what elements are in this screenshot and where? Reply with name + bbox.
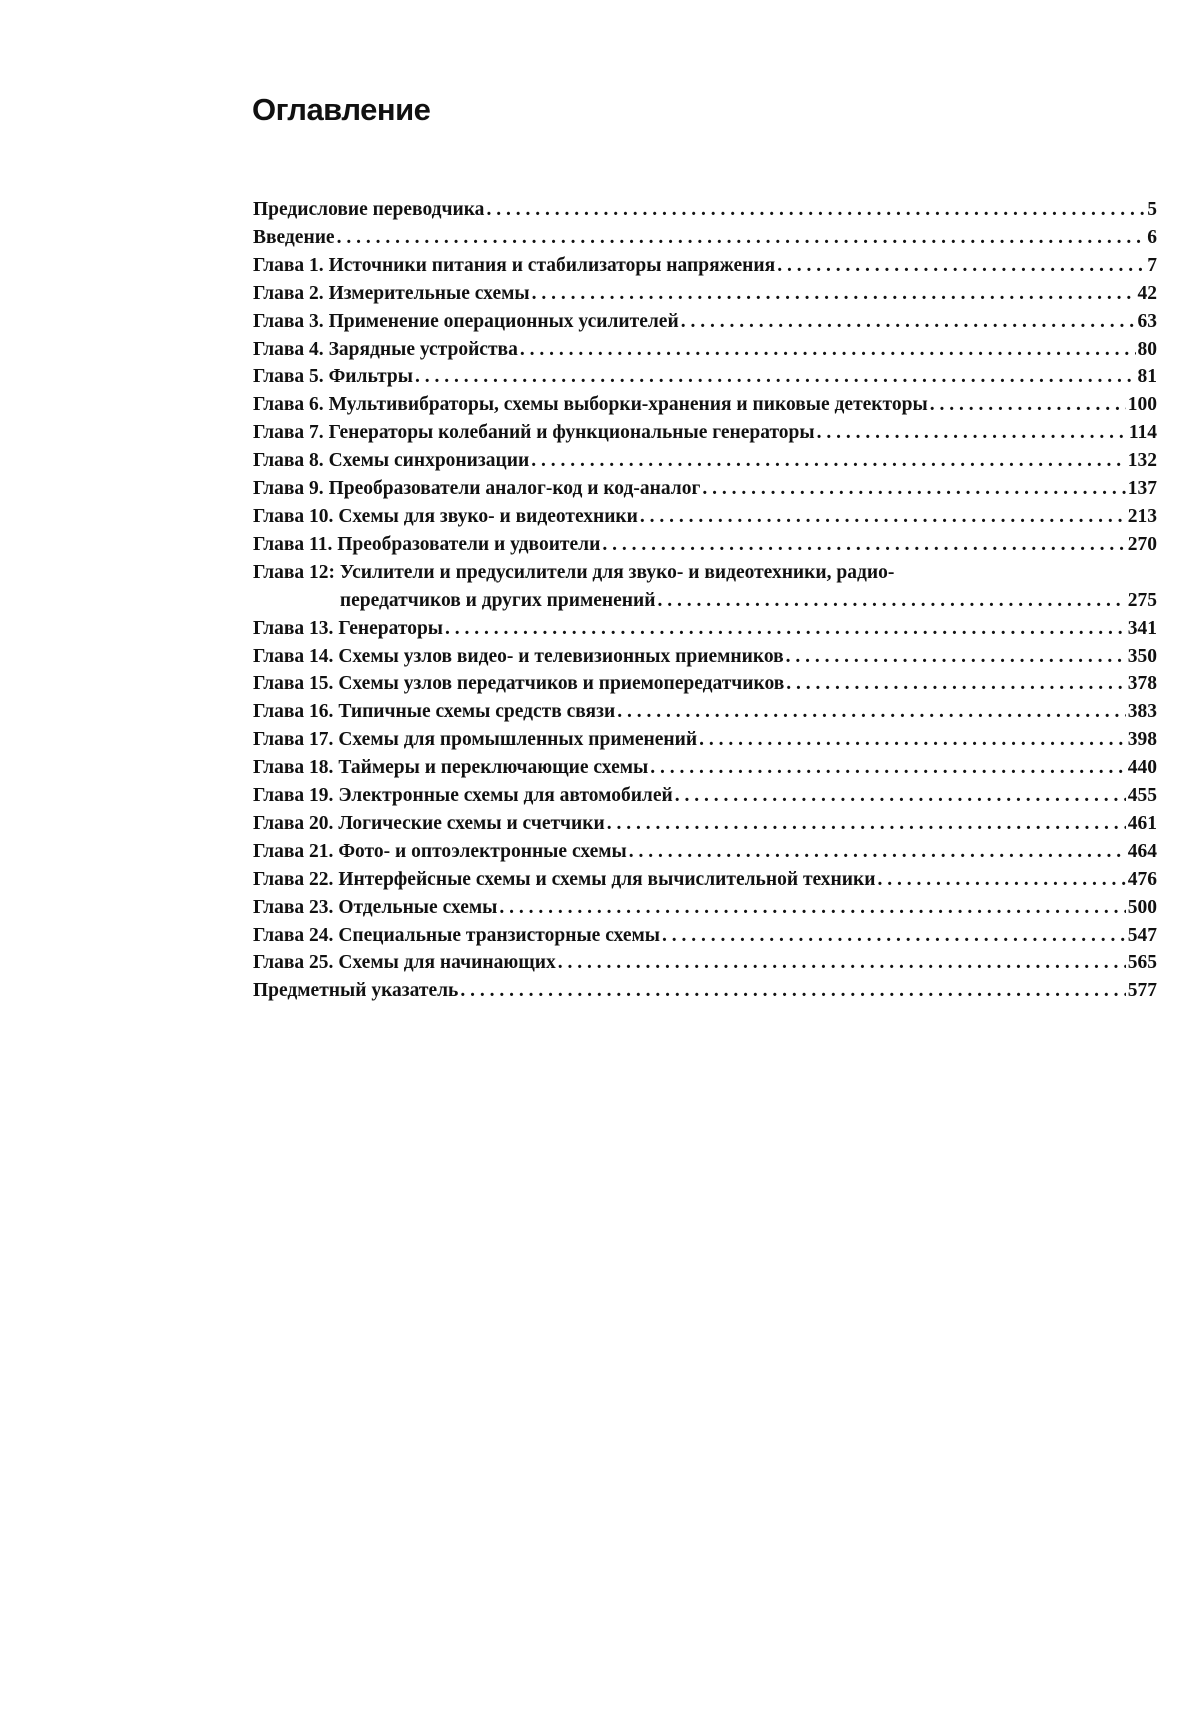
toc-entry-title: Типичные схемы средств связи	[338, 701, 616, 723]
toc-entry-title: Зарядные устройства	[328, 338, 518, 360]
toc-entry-line	[253, 196, 1157, 224]
toc-entry	[253, 336, 1157, 364]
toc-entry-title: Источники питания и стабилизаторы напряжения	[328, 254, 776, 276]
toc-entry	[253, 475, 1157, 503]
toc-entry	[253, 698, 1157, 726]
toc-leader-dots	[817, 419, 1127, 447]
toc-entry	[253, 280, 1157, 308]
toc-entry-body	[338, 670, 1157, 698]
toc-page-number: 137	[1127, 478, 1157, 500]
toc-chapter-label: Глава 22.	[253, 868, 339, 890]
toc-entry-title: Применение операционных усилителей	[328, 310, 679, 332]
toc-page-number: 114	[1128, 422, 1157, 444]
toc-page-number: 80	[1137, 338, 1157, 360]
toc-entry-title: Электронные схемы для автомобилей	[338, 785, 673, 807]
toc-entry-title: Специальные транзисторные схемы	[338, 924, 661, 946]
toc-entry	[253, 726, 1157, 754]
toc-entry-title: Схемы узлов видео- и телевизионных приемников	[338, 645, 784, 667]
toc-entry-body	[338, 503, 1157, 531]
toc-page-number: 455	[1127, 785, 1157, 807]
toc-leader-dots	[460, 977, 1125, 1005]
toc-entry-body	[338, 643, 1157, 671]
toc-entry-line	[329, 475, 1157, 503]
toc-entry-body	[340, 559, 1157, 615]
toc-entry-title: Усилители и предусилители для звуко- и видеотехники, радио-	[339, 561, 895, 583]
table-of-contents	[253, 196, 1157, 1005]
toc-chapter-label: Глава 7.	[253, 422, 329, 444]
toc-entry-body	[338, 922, 1157, 950]
toc-entry-body	[329, 252, 1157, 280]
toc-page-number: 275	[1127, 589, 1157, 611]
toc-page-number: 476	[1127, 868, 1157, 890]
toc-entry-body	[338, 782, 1157, 810]
toc-entry-body	[253, 224, 1157, 252]
toc-page-number: 464	[1127, 840, 1157, 862]
toc-entry-body	[329, 280, 1157, 308]
toc-chapter-label: Глава 4.	[253, 338, 329, 360]
toc-chapter-label: Глава 9.	[253, 478, 329, 500]
toc-entry-line	[329, 336, 1157, 364]
toc-entry	[253, 838, 1157, 866]
toc-entry	[253, 922, 1157, 950]
toc-chapter-label: Глава 18.	[253, 757, 339, 779]
toc-page-number: 440	[1127, 757, 1157, 779]
toc-leader-dots	[558, 949, 1126, 977]
toc-chapter-label: Глава 1.	[253, 254, 329, 276]
toc-chapter-label: Глава 17.	[253, 729, 339, 751]
toc-entry-body	[338, 810, 1157, 838]
toc-entry-body	[329, 308, 1157, 336]
toc-chapter-label: Глава 20.	[253, 812, 339, 834]
toc-chapter-label: Глава 8.	[253, 450, 329, 472]
toc-chapter-label: Глава 19.	[253, 785, 339, 807]
toc-entry-line	[329, 280, 1157, 308]
toc-entry	[253, 419, 1157, 447]
toc-entry-line	[338, 894, 1157, 922]
toc-entry-title: Преобразователи и удвоители	[337, 533, 601, 555]
toc-leader-dots	[337, 224, 1146, 252]
toc-entry-title: Предисловие переводчика	[253, 199, 485, 220]
toc-entry-body	[329, 447, 1157, 475]
toc-entry-title: Схемы для звуко- и видеотехники	[338, 505, 638, 527]
toc-chapter-label: Глава 6.	[253, 394, 329, 416]
toc-entry-body	[338, 949, 1157, 977]
toc-entry-body	[338, 726, 1157, 754]
toc-entry-title: Интерфейсные схемы и схемы для вычислительной техники	[338, 868, 876, 890]
toc-entry-body	[338, 754, 1157, 782]
toc-page-number: 81	[1137, 366, 1157, 388]
toc-entry-title: Мультивибраторы, схемы выборки-хранения и пиковые детекторы	[328, 394, 928, 416]
toc-entry-title: Введение	[253, 226, 335, 248]
toc-entry-line	[338, 698, 1157, 726]
toc-entry-line	[338, 782, 1157, 810]
toc-entry	[253, 615, 1157, 643]
toc-entry-line	[329, 363, 1157, 391]
toc-page-number: 350	[1127, 645, 1157, 667]
toc-page-number: 500	[1127, 896, 1157, 918]
toc-chapter-label: Глава 5.	[253, 366, 329, 388]
toc-entry-line	[338, 670, 1157, 698]
toc-entry-line	[340, 587, 1157, 615]
toc-entry-title: Схемы узлов передатчиков и приемопередатчиков	[338, 673, 785, 695]
toc-entry-title: Отдельные схемы	[338, 896, 498, 918]
toc-entry-body	[329, 391, 1157, 419]
toc-entry-line	[253, 224, 1157, 252]
toc-chapter-label: Глава 2.	[253, 282, 329, 304]
toc-page-number: 461	[1127, 812, 1157, 834]
toc-page-number: 7	[1147, 254, 1157, 276]
toc-entry-line	[253, 977, 1157, 1005]
toc-entry-line	[338, 838, 1157, 866]
toc-leader-dots	[640, 503, 1126, 531]
toc-entry	[253, 363, 1157, 391]
toc-leader-dots	[650, 754, 1126, 782]
toc-entry	[253, 559, 1157, 615]
toc-entry-body	[338, 615, 1157, 643]
toc-leader-dots	[486, 196, 1145, 224]
toc-entry-line	[337, 531, 1157, 559]
toc-chapter-label: Глава 24.	[253, 924, 339, 946]
toc-page-number: 5	[1147, 199, 1157, 220]
toc-entry-title: Генераторы колебаний и функциональные генераторы	[328, 422, 815, 444]
toc-chapter-label: Глава 21.	[253, 840, 339, 862]
toc-leader-dots	[786, 643, 1126, 671]
toc-entry-line	[338, 726, 1157, 754]
toc-leader-dots	[702, 475, 1125, 503]
toc-entry-line	[338, 754, 1157, 782]
toc-entry-title: Фильтры	[328, 366, 413, 388]
toc-page-number: 547	[1127, 924, 1157, 946]
toc-chapter-label: Глава 23.	[253, 896, 339, 918]
toc-entry	[253, 252, 1157, 280]
toc-chapter-label: Глава 11.	[253, 533, 338, 555]
toc-page-number: 100	[1127, 394, 1157, 416]
toc-entry-body	[329, 363, 1157, 391]
toc-leader-dots	[617, 698, 1126, 726]
toc-entry-title: Измерительные схемы	[328, 282, 530, 304]
toc-leader-dots	[681, 308, 1136, 336]
toc-leader-dots	[531, 447, 1126, 475]
toc-leader-dots	[930, 391, 1126, 419]
toc-entry-line	[338, 949, 1157, 977]
toc-page-number: 270	[1127, 533, 1157, 555]
toc-entry-line	[329, 308, 1157, 336]
toc-entry-title: Генераторы	[338, 617, 444, 639]
toc-entry	[253, 447, 1157, 475]
toc-chapter-label: Глава 13.	[253, 617, 339, 639]
toc-entry-body	[329, 419, 1157, 447]
toc-leader-dots	[662, 922, 1126, 950]
toc-page-number: 383	[1127, 701, 1157, 723]
toc-entry-line	[338, 866, 1157, 894]
toc-page-number: 565	[1127, 952, 1157, 974]
toc-entry-line	[338, 503, 1157, 531]
toc-entry-body	[338, 866, 1157, 894]
toc-entry-body	[329, 475, 1157, 503]
toc-entry	[253, 754, 1157, 782]
toc-leader-dots	[445, 615, 1126, 643]
toc-entry-body	[253, 977, 1157, 1005]
toc-entry-title: передатчиков и других применений	[339, 589, 656, 611]
toc-entry	[253, 670, 1157, 698]
toc-entry-title: Преобразователи аналог-код и код-аналог	[328, 478, 701, 500]
toc-entry-body	[338, 698, 1157, 726]
toc-leader-dots	[675, 782, 1126, 810]
toc-entry	[253, 391, 1157, 419]
toc-entry-body	[329, 336, 1157, 364]
toc-entry-line	[338, 643, 1157, 671]
toc-page-number: 213	[1127, 505, 1157, 527]
toc-leader-dots	[607, 810, 1126, 838]
toc-page-number: 341	[1127, 617, 1157, 639]
toc-entry	[253, 866, 1157, 894]
toc-entry	[253, 308, 1157, 336]
toc-entry-body	[253, 196, 1157, 224]
toc-entry-title: Фото- и оптоэлектронные схемы	[338, 840, 627, 862]
toc-leader-dots	[777, 252, 1145, 280]
toc-entry-title: Схемы для промышленных применений	[338, 729, 698, 751]
toc-entry-title: Логические схемы и счетчики	[338, 812, 605, 834]
toc-entry-title: Предметный указатель	[253, 980, 459, 1002]
toc-entry-body	[338, 838, 1157, 866]
toc-chapter-label: Глава 14.	[253, 645, 339, 667]
toc-chapter-label: Глава 15.	[253, 673, 339, 695]
toc-leader-dots	[878, 866, 1126, 894]
toc-entry	[253, 949, 1157, 977]
toc-entry-line	[329, 252, 1157, 280]
toc-entry-line	[338, 922, 1157, 950]
toc-entry-line	[340, 559, 1157, 587]
toc-page-number: 132	[1127, 450, 1157, 472]
toc-leader-dots	[658, 587, 1126, 615]
toc-entry	[253, 782, 1157, 810]
toc-chapter-label: Глава 16.	[253, 701, 339, 723]
toc-leader-dots	[602, 531, 1125, 559]
toc-entry	[253, 503, 1157, 531]
toc-chapter-label: Глава 25.	[253, 952, 339, 974]
toc-page-number: 42	[1137, 282, 1157, 304]
toc-leader-dots	[415, 363, 1136, 391]
toc-chapter-label: Глава 3.	[253, 310, 329, 332]
toc-leader-dots	[629, 838, 1126, 866]
toc-entry	[253, 977, 1157, 1005]
page-title: Оглавление	[252, 92, 431, 127]
toc-entry-line	[338, 810, 1157, 838]
toc-entry	[253, 894, 1157, 922]
toc-leader-dots	[699, 726, 1126, 754]
toc-chapter-label: Глава 10.	[253, 505, 339, 527]
toc-page-number: 398	[1127, 729, 1157, 751]
toc-entry-line	[329, 419, 1157, 447]
toc-entry-line	[338, 615, 1157, 643]
toc-entry-body	[337, 531, 1157, 559]
toc-page-number: 378	[1127, 673, 1157, 695]
toc-page-number: 63	[1137, 310, 1157, 332]
toc-entry	[253, 196, 1157, 224]
toc-leader-dots	[786, 670, 1125, 698]
toc-entry	[253, 531, 1157, 559]
toc-entry-title: Таймеры и переключающие схемы	[338, 757, 649, 779]
toc-page-number: 6	[1147, 226, 1157, 248]
toc-entry-line	[329, 447, 1157, 475]
toc-leader-dots	[532, 280, 1136, 308]
toc-entry-title: Схемы синхронизации	[328, 450, 530, 472]
toc-page-number: 577	[1127, 980, 1157, 1002]
toc-entry	[253, 810, 1157, 838]
toc-entry-body	[338, 894, 1157, 922]
toc-entry-line	[329, 391, 1157, 419]
toc-entry	[253, 643, 1157, 671]
toc-chapter-label: Глава 12:	[253, 561, 340, 583]
toc-leader-dots	[499, 894, 1125, 922]
toc-entry	[253, 224, 1157, 252]
toc-entry-title: Схемы для начинающих	[338, 952, 556, 974]
toc-leader-dots	[520, 336, 1136, 364]
